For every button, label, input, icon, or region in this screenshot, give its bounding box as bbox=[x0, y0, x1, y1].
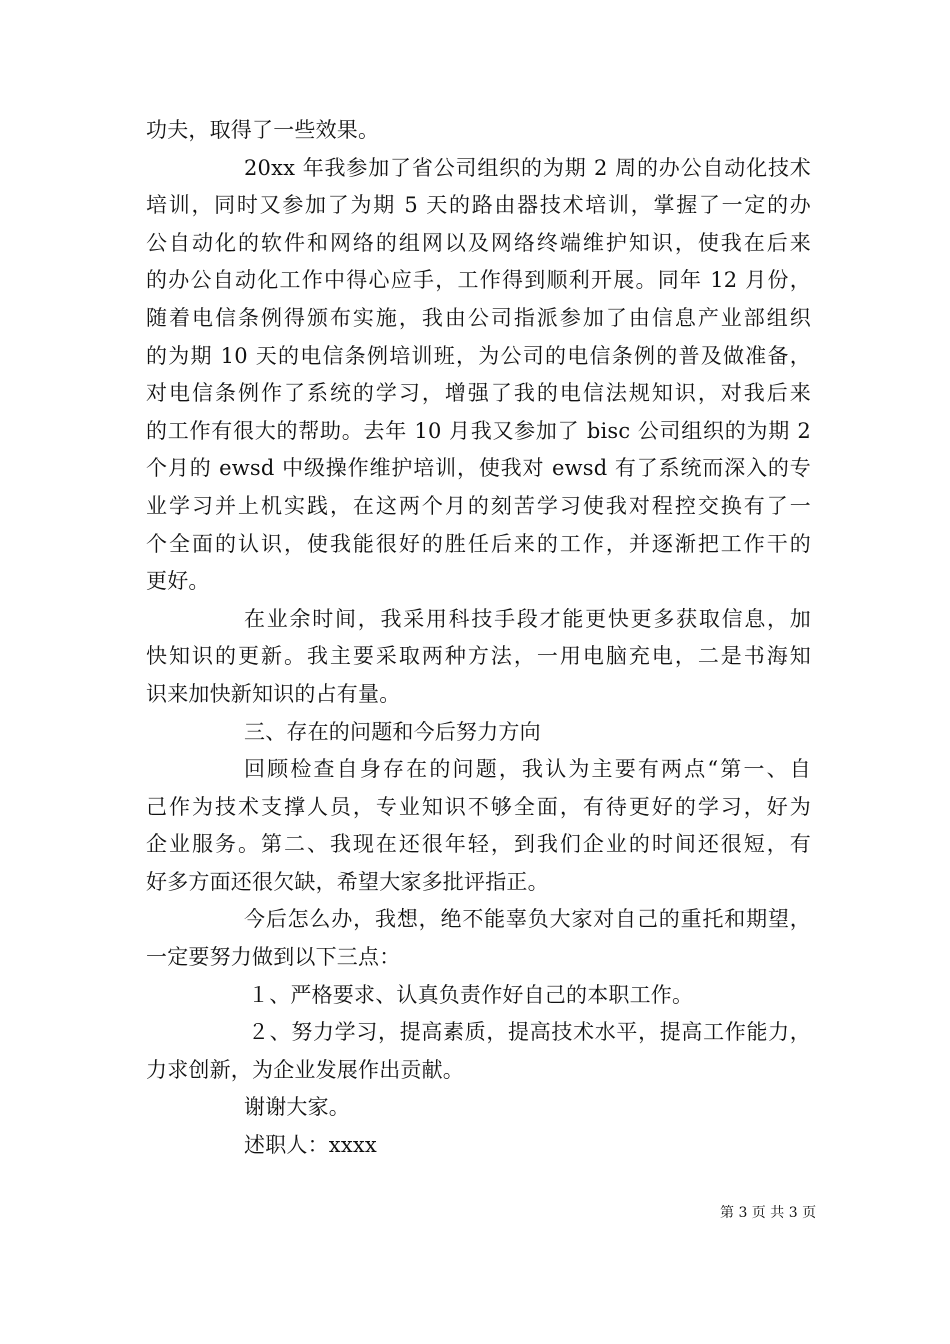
list-item: ２、努力学习，提高素质，提高技术水平，提高工作能力， bbox=[248, 1020, 811, 1045]
paragraph-line: 业学习并上机实践，在这两个月的刻苦学习使我对程控交换有了一 bbox=[146, 493, 811, 518]
paragraph-line: 的办公自动化工作中得心应手，工作得到顺利开展。同年 12 月份， bbox=[146, 268, 811, 293]
paragraph-line: 今后怎么办，我想，绝不能辜负大家对自己的重托和期望， bbox=[244, 907, 811, 932]
paragraph-line: 个全面的认识，使我能很好的胜任后来的工作，并逐渐把工作干的 bbox=[146, 531, 811, 556]
paragraph-line: 20xx 年我参加了省公司组织的为期 2 周的办公自动化技术 bbox=[244, 155, 811, 180]
paragraph-line: 一定要努力做到以下三点： bbox=[146, 945, 401, 970]
paragraph-line: 个月的 ewsd 中级操作维护培训，使我对 ewsd 有了系统而深入的专 bbox=[146, 456, 811, 481]
list-item: １、严格要求、认真负责作好自己的本职工作。 bbox=[248, 982, 694, 1007]
section-heading: 三、存在的问题和今后努力方向 bbox=[244, 719, 541, 744]
paragraph-line: 己作为技术支撑人员，专业知识不够全面，有待更好的学习，好为 bbox=[146, 794, 811, 819]
document-body bbox=[146, 112, 811, 1165]
list-item: 力求创新，为企业发展作出贡献。 bbox=[146, 1057, 464, 1082]
paragraph-line: 的工作有很大的帮助。去年 10 月我又参加了 bisc 公司组织的为期 2 bbox=[146, 418, 811, 443]
closing-line: 谢谢大家。 bbox=[244, 1095, 350, 1120]
paragraph-line: 公自动化的软件和网络的组网以及网络终端维护知识，使我在后来 bbox=[146, 230, 811, 255]
paragraph-line: 识来加快新知识的占有量。 bbox=[146, 681, 401, 706]
paragraph-line: 企业服务。第二、我现在还很年轻，到我们企业的时间还很短，有 bbox=[146, 832, 811, 857]
paragraph-line: 在业余时间，我采用科技手段才能更快更多获取信息，加 bbox=[244, 606, 811, 631]
paragraph-line: 随着电信条例得颁布实施，我由公司指派参加了由信息产业部组织 bbox=[146, 305, 811, 330]
paragraph-line: 好多方面还很欠缺，希望大家多批评指正。 bbox=[146, 869, 549, 894]
paragraph-line: 更好。 bbox=[146, 569, 210, 594]
paragraph-line: 快知识的更新。我主要采取两种方法，一用电脑充电，二是书海知 bbox=[146, 644, 811, 669]
paragraph-line: 对电信条例作了系统的学习，增强了我的电信法规知识，对我后来 bbox=[146, 381, 811, 406]
page-number: 第 3 页 共 3 页 bbox=[720, 1205, 817, 1221]
paragraph-line: 的为期 10 天的电信条例培训班，为公司的电信条例的普及做准备， bbox=[146, 343, 811, 368]
paragraph-line: 回顾检查自身存在的问题，我认为主要有两点“第一、自 bbox=[244, 757, 811, 782]
paragraph-line: 功夫，取得了一些效果。 bbox=[146, 118, 380, 142]
signature-line: 述职人：xxxx bbox=[244, 1133, 377, 1158]
paragraph-line: 培训，同时又参加了为期 5 天的路由器技术培训，掌握了一定的办 bbox=[146, 193, 811, 218]
